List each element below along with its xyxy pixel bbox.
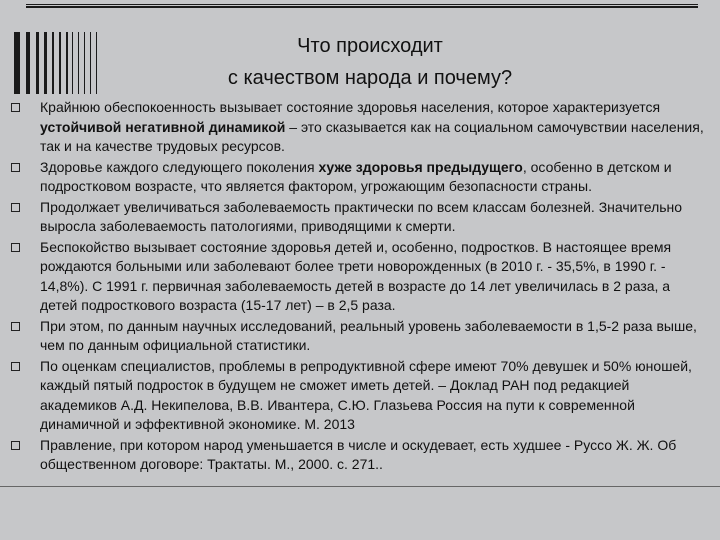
square-bullet-icon xyxy=(11,362,20,371)
square-bullet-icon xyxy=(11,203,20,212)
bullet-text-bold: устойчивой негативной динамикой xyxy=(40,118,286,135)
bullet-item xyxy=(0,158,720,197)
square-bullet-icon xyxy=(11,441,20,450)
bullet-item xyxy=(0,98,720,157)
bullet-item xyxy=(0,198,720,237)
top-rule xyxy=(26,4,698,5)
slide-title xyxy=(160,30,580,94)
square-bullet-icon xyxy=(11,103,20,112)
bullet-text: Продолжает увеличиваться заболеваемость практически по всем классам болезней. Значительно выросла заболеваемость патологиями, приводящими к смерти. xyxy=(40,198,683,234)
bullet-text: Правление, при котором народ уменьшается в числе и оскудевает, есть худшее - Руссо Ж. Ж. Об общественном договоре: Трактаты. М., 2000. с. 271.. xyxy=(40,436,677,472)
divider-line xyxy=(0,486,720,487)
square-bullet-icon xyxy=(11,322,20,331)
slide-title-line-2: с качеством народа и почему? xyxy=(227,67,513,89)
bullet-text: , особенно в детском и подростковом возрасте, что является фактором, угрожающим безопасности страны. xyxy=(40,158,672,194)
bullet-text: – это сказывается как на социальном самочувствии населения, так и на качестве трудовых ресурсов. xyxy=(40,118,704,154)
bullet-item xyxy=(0,317,720,356)
decorative-stripes xyxy=(14,32,154,94)
top-rule-thick xyxy=(26,6,698,8)
slide-title-line-1: Что происходит xyxy=(297,35,443,57)
bullet-text: Крайнюю обеспокоенность вызывает состояние здоровья населения, которое характеризуется xyxy=(40,99,661,115)
bullet-text-bold: хуже здоровья предыдущего xyxy=(318,158,523,175)
square-bullet-icon xyxy=(11,163,20,172)
bullet-item xyxy=(0,436,720,475)
square-bullet-icon xyxy=(11,243,20,252)
bullet-text: Здоровье каждого следующего поколения xyxy=(40,158,319,175)
bullet-item xyxy=(0,357,720,435)
bullet-list xyxy=(0,98,720,476)
bullet-text: По оценкам специалистов, проблемы в репродуктивной сфере имеют 70% девушек и 50% юношей, каждый пятый подросток в будущем не сможет иметь детей. – Доклад РАН под редакцией академиков А.Д. Некипелова, В.В. Ивантера, С.Ю. Глазьева Россия на пути к современной динамичной и эффективной экономике. М. 2013 xyxy=(40,357,692,432)
bullet-text: При этом, по данным научных исследований, реальный уровень заболеваемости в 1,5-2 раза выше, чем по данным официальной статистики. xyxy=(40,317,697,353)
bullet-text: Беспокойство вызывает состояние здоровья детей и, особенно, подростков. В настоящее время рождаются больными или заболевают более трети новорожденных (в 2010 г. - 35,5%, в 1990 г. - 14,8%). С 1991 г. первичная заболеваемость детей в возрасте до 14 лет увеличилась в 2 раза, а детей подросткового возраста (15-17 лет) – в 2,5 раза. xyxy=(40,238,672,313)
bullet-item xyxy=(0,238,720,316)
